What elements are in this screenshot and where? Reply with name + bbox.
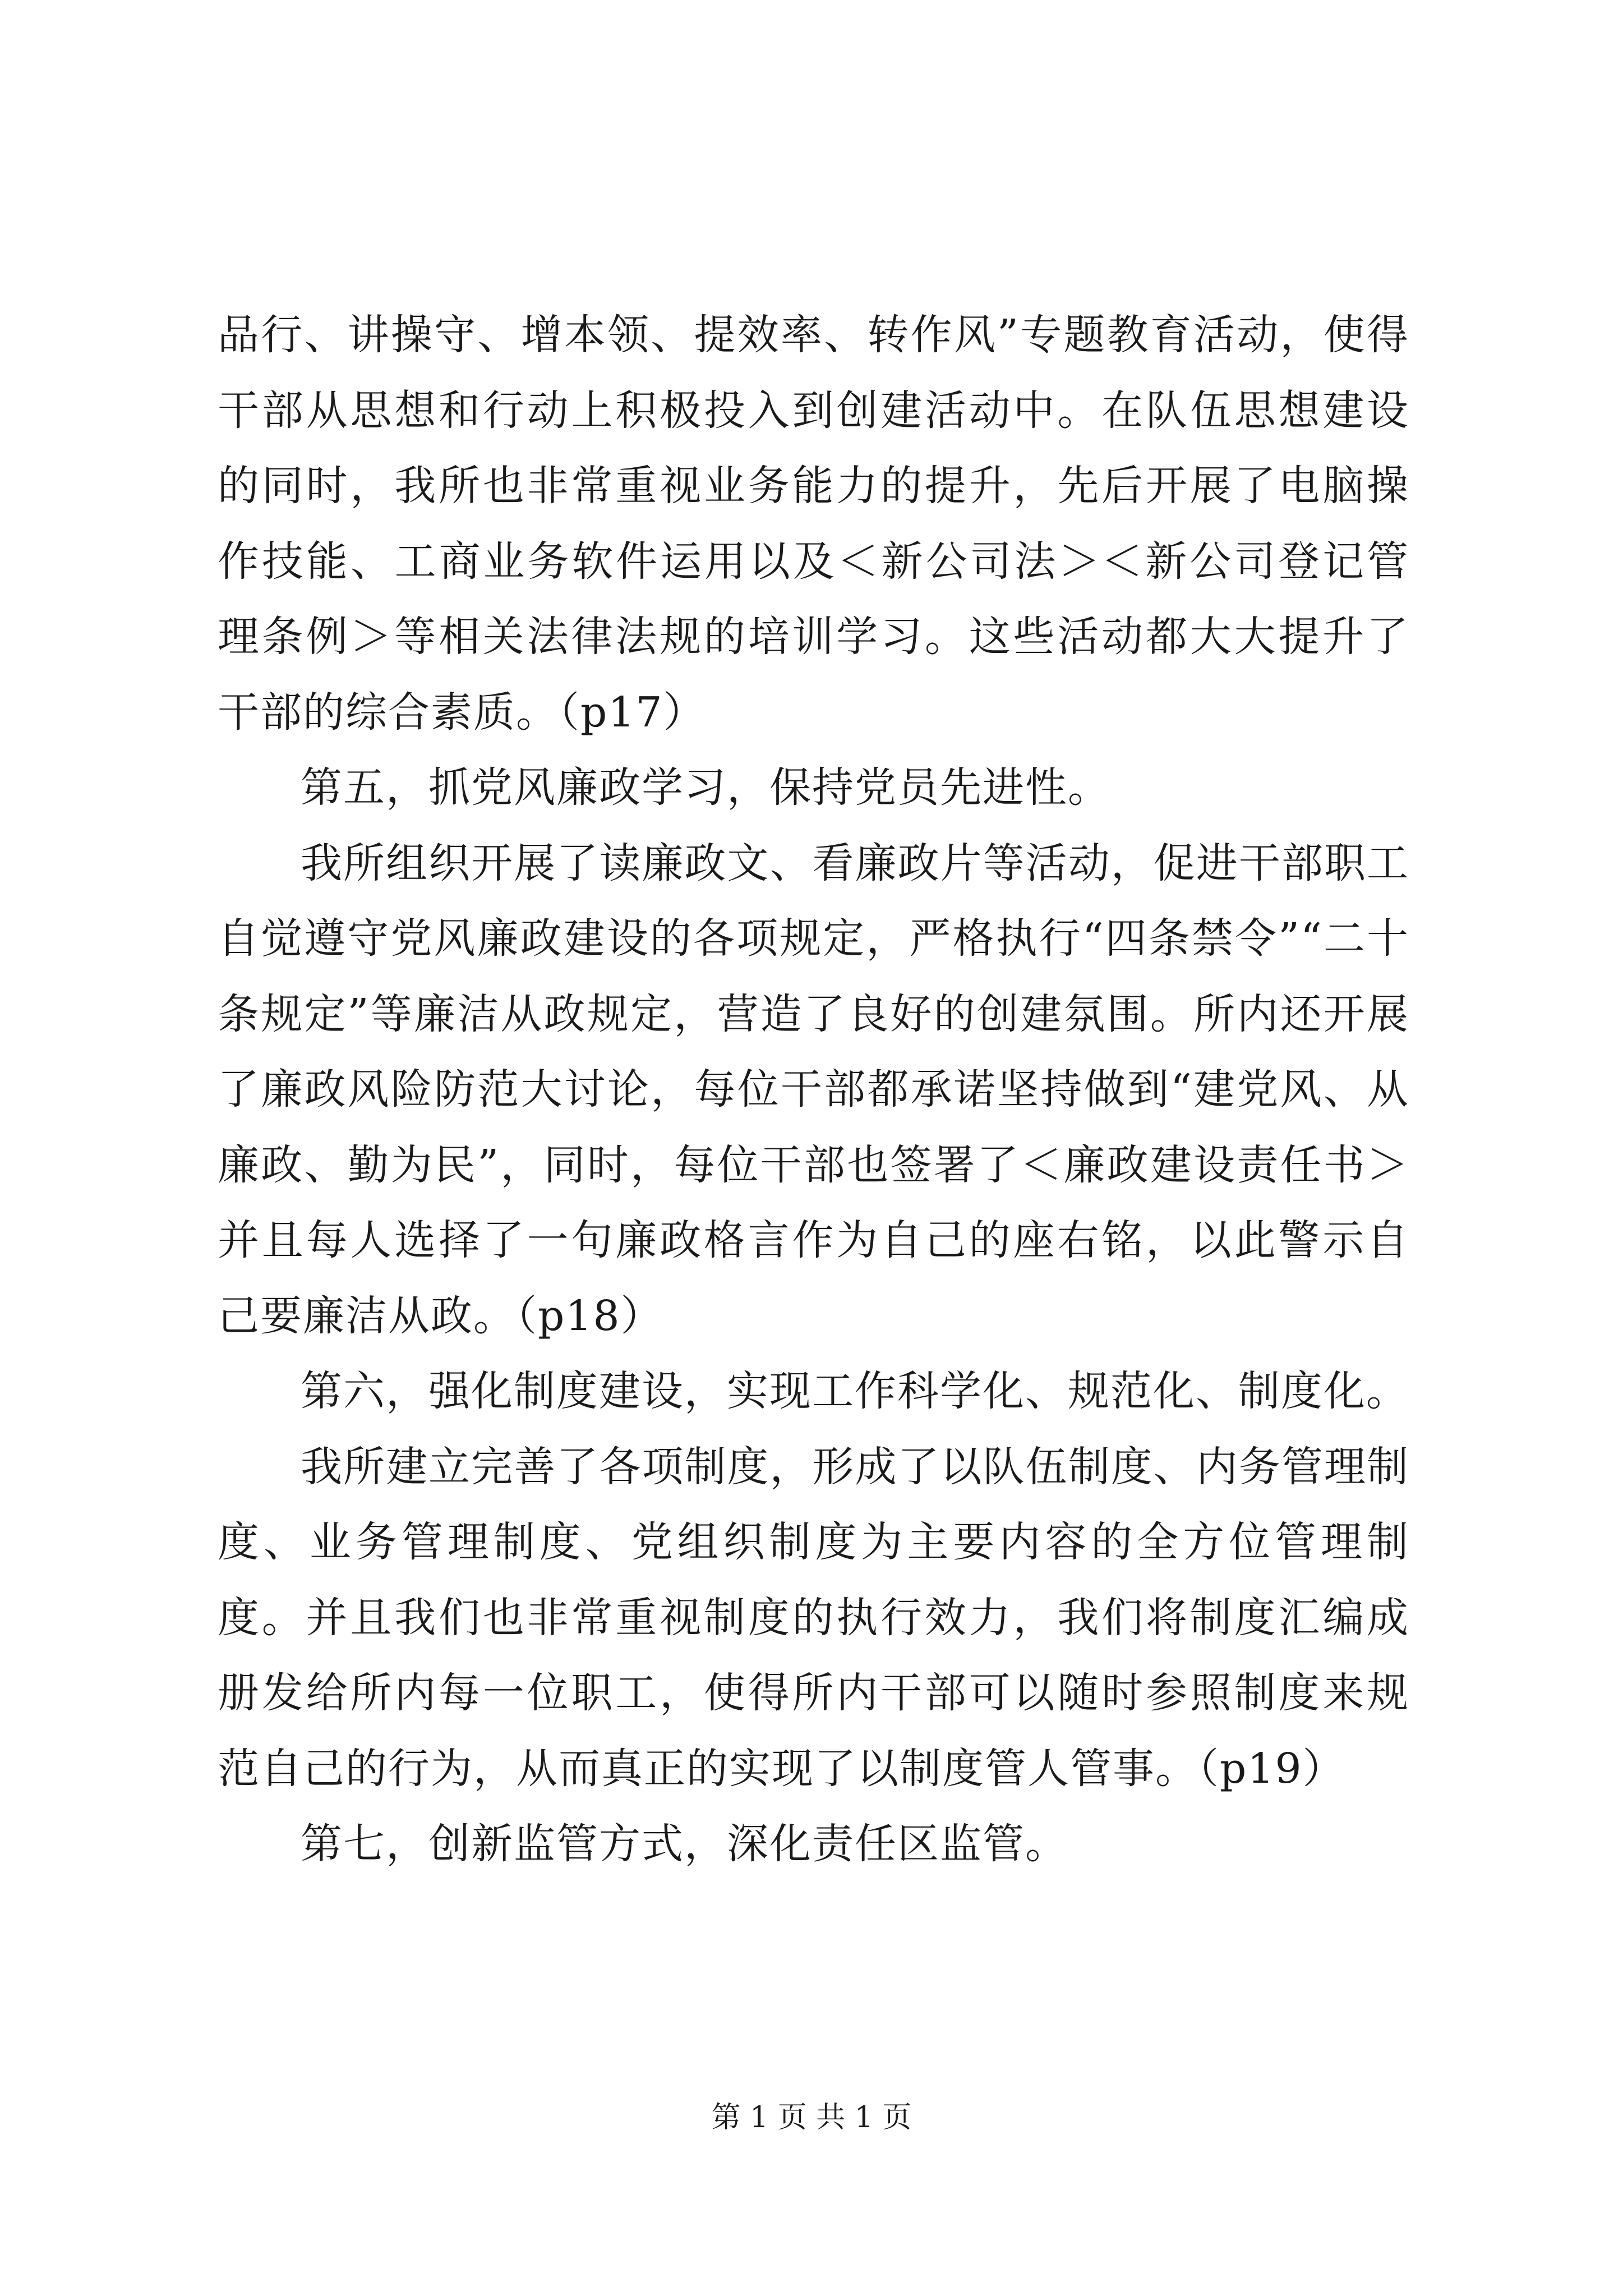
heading-sixth-point: 第六，强化制度建设，实现工作科学化、规范化、制度化。 — [301, 1367, 1409, 1415]
document-body — [218, 297, 1409, 1882]
heading-seventh-point: 第七，创新监管方式，深化责任区监管。 — [301, 1820, 1068, 1868]
paragraph-integrity-activities: 我所组织开展了读廉政文、看廉政片等活动，促进干部职工自觉遵守党风廉政建设的各项规定，严格执行“四条禁令”“二十条规定”等廉洁从政规定，营造了良好的创建氛围。所内还开展了廉政风险防范大讨论，每位干部都承诺坚持做到“建党风、从廉政、勤为民”，同时，每位干部也签署了＜廉政建设责任书＞并且每人选择了一句廉政格言作为自己的座右铭，以此警示自己要廉洁从政。（p18） — [218, 839, 1409, 1340]
paragraph-education-activities: 品行、讲操守、增本领、提效率、转作风”专题教育活动，使得干部从思想和行动上积极投入到创建活动中。在队伍思想建设的同时，我所也非常重视业务能力的提升，先后开展了电脑操作技能、工商业务软件运用以及＜新公司法＞＜新公司登记管理条例＞等相关法律法规的培训学习。这些活动都大大提升了干部的综合素质。（p17） — [218, 311, 1409, 737]
paragraph-system-building: 我所建立完善了各项制度，形成了以队伍制度、内务管理制度、业务管理制度、党组织制度为主要内容的全方位管理制度。并且我们也非常重视制度的执行效力，我们将制度汇编成册发给所内每一位职工，使得所内干部可以随时参照制度来规范自己的行为，从而真正的实现了以制度管人管事。（p19） — [218, 1442, 1409, 1793]
page-footer: 第 1 页 共 1 页 — [711, 2101, 912, 2134]
heading-fifth-point: 第五，抓党风廉政学习，保持党员先进性。 — [301, 763, 1110, 812]
